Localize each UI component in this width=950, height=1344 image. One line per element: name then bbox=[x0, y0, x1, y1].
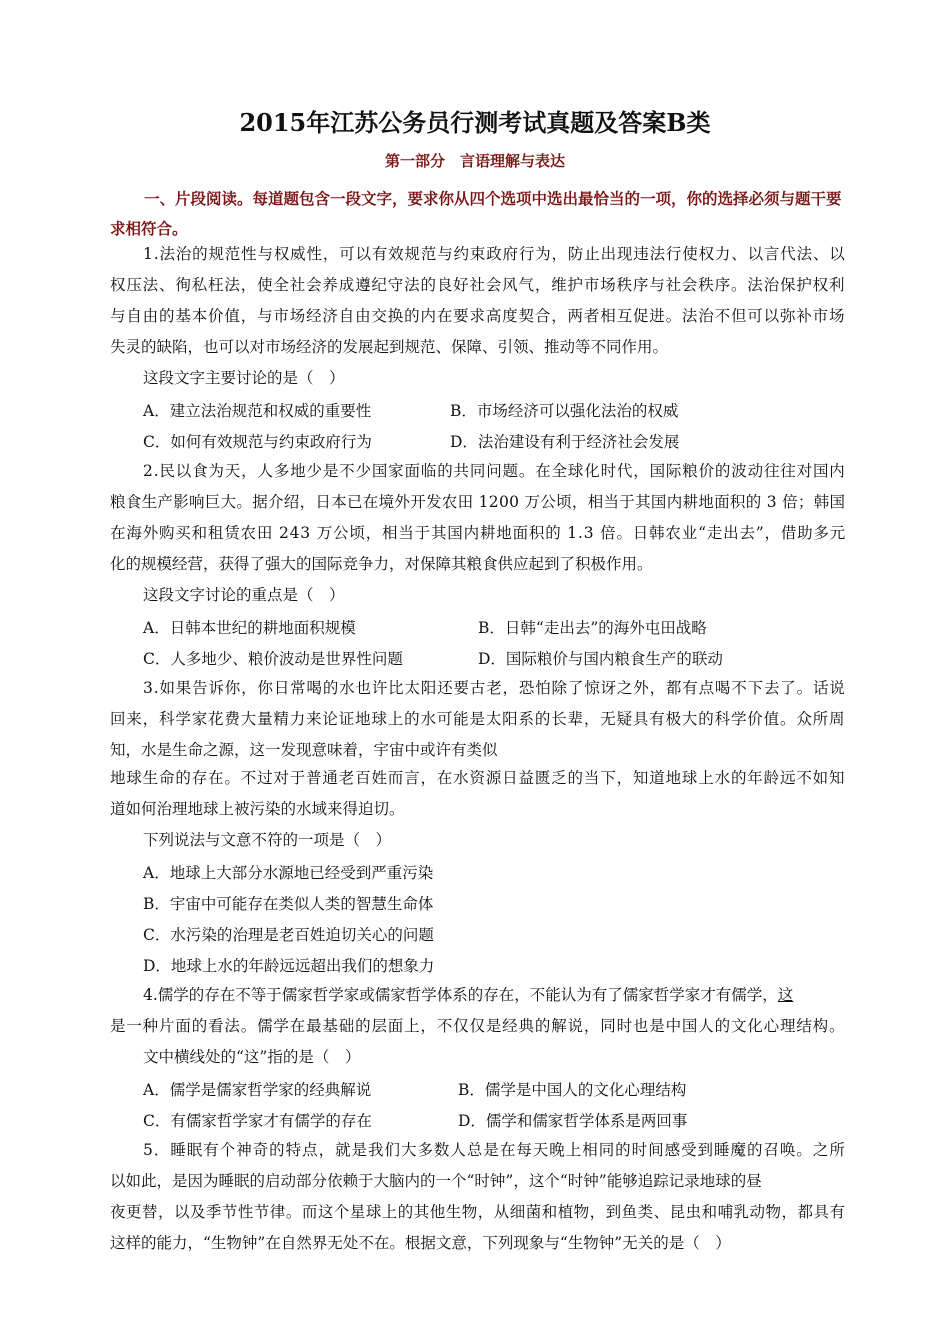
q3-line-4: 地球生命的存在。不过对于普通老百姓而言，在水资源日益匮乏的当下，知道地球上水的年龄远不如知 bbox=[110, 769, 846, 787]
q1-line-2: 权压法、徇私枉法，使全社会养成遵纪守法的良好社会风气，维护市场秩序与社会秩序。法治保护权利 bbox=[110, 276, 846, 294]
q3-line-5: 道如何治理地球上被污染的水域来得迫切。 bbox=[110, 800, 405, 818]
q1-option-c: C．如何有效规范与约束政府行为 bbox=[143, 433, 372, 451]
q5-line-4: 这样的能力，“生物钟”在自然界无处不在。根据文意，下列现象与“生物钟”无关的是（ ） bbox=[110, 1234, 731, 1252]
q2-line-4: 化的规模经营，获得了强大的国际竞争力，对保障其粮食供应起到了积极作用。 bbox=[110, 555, 653, 573]
q1-question: 这段文字主要讨论的是（ ） bbox=[143, 369, 345, 387]
q5-line-2: 以如此，是因为睡眠的启动部分依赖于大脑内的一个“时钟”，这个“时钟”能够追踪记录地球的昼 bbox=[110, 1172, 762, 1190]
q2-question: 这段文字讨论的重点是（ ） bbox=[143, 586, 345, 604]
q2-line-2: 粮食生产影响巨大。据介绍，日本已在境外开发农田 1200 万公顷，相当于其国内耕地面积的 3 倍；韩国 bbox=[110, 493, 846, 511]
q3-option-d: D．地球上水的年龄远远超出我们的想象力 bbox=[143, 957, 435, 975]
section-instruction: 一、片段阅读。每道题包含一段文字，要求你从四个选项中选出最恰当的一项，你的选择必须与题干要求相符合。 bbox=[110, 189, 842, 238]
q4-underlined-word: 这 bbox=[777, 986, 794, 1004]
q2-option-d: D．国际粮价与国内粮食生产的联动 bbox=[478, 650, 723, 668]
q5-line-3: 夜更替，以及季节性节律。而这个星球上的其他生物，从细菌和植物，到鱼类、昆虫和哺乳动物，都具有 bbox=[110, 1203, 846, 1221]
q4-line-1-text: 4.儒学的存在不等于儒家哲学家或儒家哲学体系的存在，不能认为有了儒家哲学家才有儒学， bbox=[143, 986, 778, 1004]
q4-line-1 bbox=[143, 985, 793, 1005]
q1-option-a: A．建立法治规范和权威的重要性 bbox=[143, 402, 372, 420]
q3-option-c: C．水污染的治理是老百姓迫切关心的问题 bbox=[143, 926, 434, 944]
q3-question: 下列说法与文意不符的一项是（ ） bbox=[143, 831, 392, 849]
q3-line-3: 知，水是生命之源，这一发现意味着，宇宙中或许有类似 bbox=[110, 741, 498, 759]
q3-option-b: B．宇宙中可能存在类似人类的智慧生命体 bbox=[143, 895, 434, 913]
q4-question: 文中横线处的“这”指的是（ ） bbox=[143, 1048, 361, 1066]
q2-option-c: C．人多地少、粮价波动是世界性问题 bbox=[143, 650, 403, 668]
q4-option-b: B．儒学是中国人的文化心理结构 bbox=[458, 1081, 687, 1099]
q4-option-c: C．有儒家哲学家才有儒学的存在 bbox=[143, 1112, 372, 1130]
document-title: 2015年江苏公务员行测考试真题及答案B类 bbox=[239, 108, 711, 137]
q2-line-1: 2.民以食为天，人多地少是不少国家面临的共同问题。在全球化时代，国际粮价的波动往往对国内 bbox=[143, 462, 846, 480]
q3-line-1: 3.如果告诉你，你日常喝的水也许比太阳还要古老，恐怕除了惊讶之外，都有点喝不下去了。话说 bbox=[143, 679, 846, 697]
q1-line-3: 与自由的基本价值，与市场经济自由交换的内在要求高度契合，两者相互促进。法治不但可以弥补市场 bbox=[110, 307, 846, 325]
q4-line-2: 是一种片面的看法。儒学在最基础的层面上，不仅仅是经典的解说，同时也是中国人的文化心理结构。 bbox=[110, 1017, 846, 1035]
q2-option-b: B．日韩“走出去”的海外屯田战略 bbox=[478, 619, 707, 637]
part-heading: 第一部分 言语理解与表达 bbox=[384, 152, 565, 170]
q4-option-d: D．儒学和儒家哲学体系是两回事 bbox=[458, 1112, 688, 1130]
q3-option-a: A．地球上大部分水源地已经受到严重污染 bbox=[143, 864, 434, 882]
q1-option-d: D．法治建设有利于经济社会发展 bbox=[450, 433, 680, 451]
q1-line-1: 1.法治的规范性与权威性，可以有效规范与约束政府行为，防止出现违法行使权力、以言代法、以 bbox=[143, 245, 846, 263]
q2-option-a: A．日韩本世纪的耕地面积规模 bbox=[143, 619, 356, 637]
q2-line-3: 在海外购买和租赁农田 243 万公顷，相当于其国内耕地面积的 1.3 倍。日韩农业“走出去”，借助多元 bbox=[110, 524, 847, 542]
q3-line-2: 回来，科学家花费大量精力来论证地球上的水可能是太阳系的长辈，无疑具有极大的科学价值。众所周 bbox=[110, 710, 846, 728]
q1-line-4: 失灵的缺陷，也可以对市场经济的发展起到规范、保障、引领、推动等不同作用。 bbox=[110, 338, 669, 356]
q4-option-a: A．儒学是儒家哲学家的经典解说 bbox=[143, 1081, 372, 1099]
q1-option-b: B．市场经济可以强化法治的权威 bbox=[450, 402, 679, 420]
q5-line-1: 5．睡眠有个神奇的特点，就是我们大多数人总是在每天晚上相同的时间感受到睡魔的召唤。之所 bbox=[143, 1141, 846, 1159]
